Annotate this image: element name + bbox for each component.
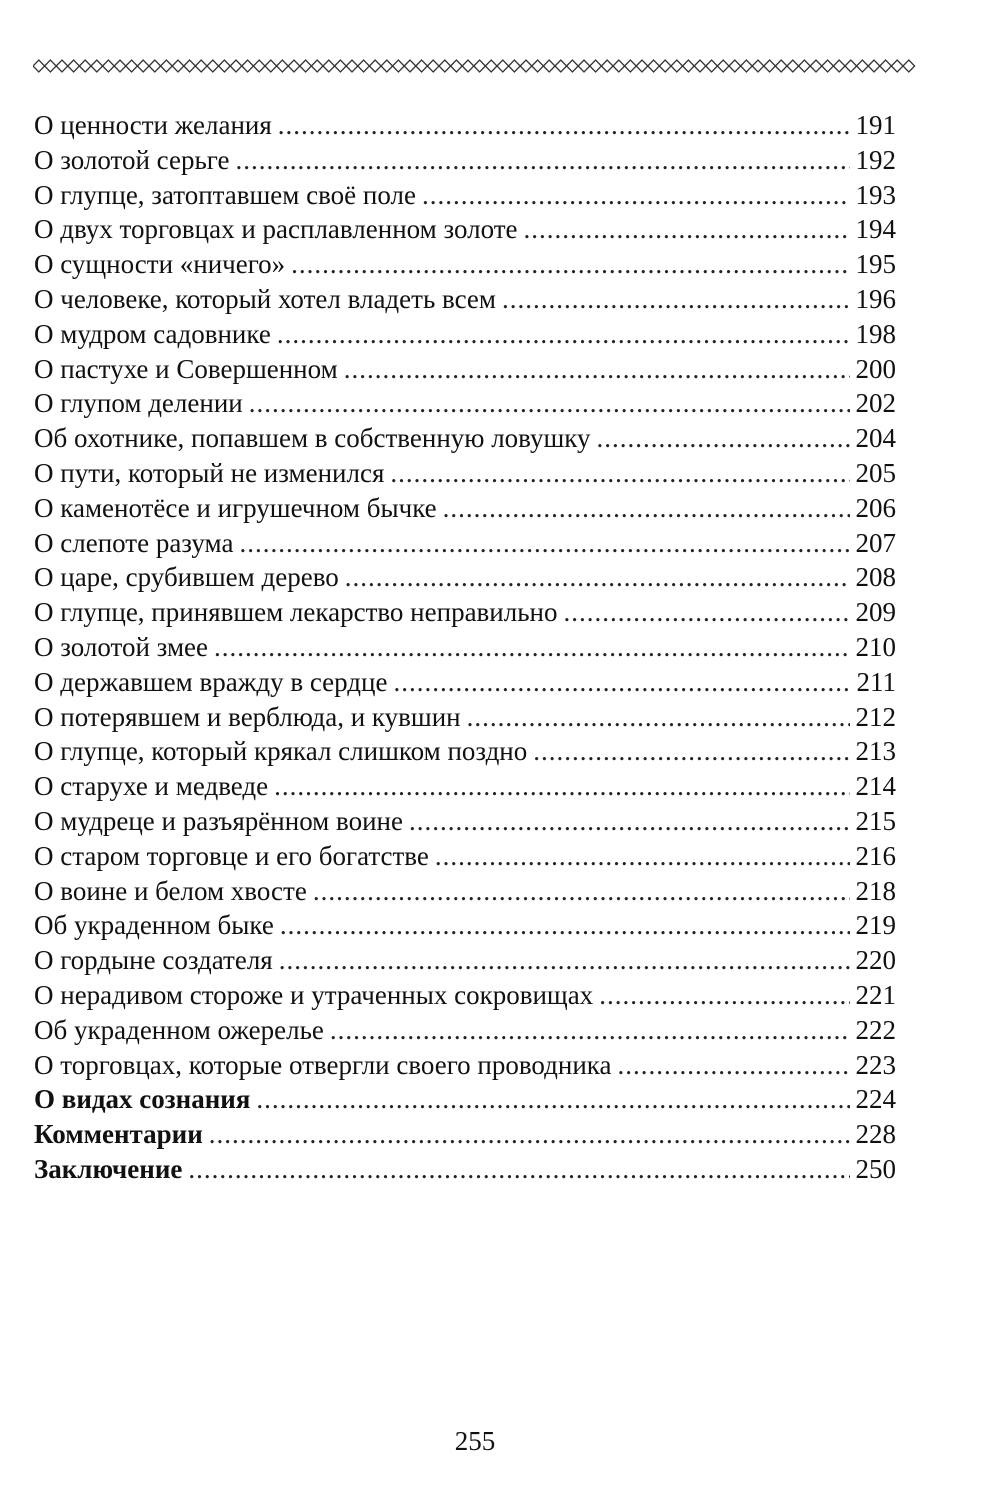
toc-entry [34,595,896,630]
ornament-diamond [787,60,799,72]
ornament-diamond [172,60,184,72]
toc-entry-title: О старом торговце и его богатстве [34,840,429,871]
ornament-diamond [126,60,138,72]
toc-dot-leader [344,352,850,387]
toc-dot-leader [274,769,849,804]
ornament-diamond [578,60,590,72]
toc-dot-leader [249,386,850,421]
table-of-contents [34,108,896,1187]
ornament-diamond [706,60,718,72]
ornament-diamond [451,60,463,72]
toc-entry-title: О воине и белом хвосте [34,875,307,906]
toc-dot-leader [280,908,850,943]
toc-entry-page: 210 [855,631,896,662]
toc-entry-page: 209 [855,597,896,628]
toc-entry [34,769,896,804]
ornament-diamond [416,60,428,72]
ornament-diamond [288,60,300,72]
toc-dot-leader [313,874,850,909]
ornament-diamond [358,60,370,72]
toc-entry [34,1013,896,1048]
toc-entry [34,526,896,561]
toc-entry-title: О золотой змее [34,631,208,662]
toc-entry [34,386,896,421]
ornament-diamond [474,60,486,72]
ornament-diamond [462,60,474,72]
ornament-diamond [219,60,231,72]
ornament-diamond [184,60,196,72]
ornament-diamond [810,60,822,72]
toc-dot-leader [277,317,850,352]
toc-entry-title: О ценности желания [34,110,272,140]
toc-dot-leader [256,1082,849,1117]
ornament-diamond [230,60,242,72]
ornament-diamond [207,60,219,72]
toc-entry-title: О торговцах, которые отвергли своего проводника [34,1049,612,1080]
toc-entry-page: 224 [855,1084,896,1115]
ornament-diamond [555,60,567,72]
toc-entry-title: О слепоте разума [34,527,234,558]
toc-dot-leader [291,247,849,282]
ornament-diamond [79,60,91,72]
toc-dot-leader [617,1048,849,1083]
toc-entry-page: 204 [855,423,896,454]
toc-entry [34,630,896,665]
toc-dot-leader [599,978,849,1013]
toc-dot-leader [209,1117,850,1152]
ornament-diamond [427,60,439,72]
ornament-diamond [300,60,312,72]
toc-entry-page: 219 [855,910,896,941]
toc-entry-title: О нерадивом стороже и утраченных сокровищах [34,979,594,1010]
toc-dot-leader [214,630,850,665]
toc-entry-title: О гордыне создателя [34,945,273,976]
toc-entry-page: 194 [855,214,896,245]
toc-entry [34,839,896,874]
toc-entry-page: 208 [855,562,896,593]
ornament-diamond [242,60,254,72]
toc-dot-leader [409,804,850,839]
toc-entry-title: О золотой серьге [34,144,230,175]
toc-dot-leader [330,1013,850,1048]
ornament-diamond [114,60,126,72]
ornament-diamond [764,60,776,72]
toc-entry-page: 193 [855,179,896,210]
ornament-diamond [393,60,405,72]
ornament-diamond [601,60,613,72]
ornament-diamond [68,60,80,72]
toc-dot-leader [502,282,850,317]
toc-entry-title: О старухе и медведе [34,771,269,802]
ornament-diamond [845,60,857,72]
toc-entry-page: 198 [855,318,896,349]
toc-entry [34,908,896,943]
toc-entry [34,178,896,213]
toc-entry-page: 250 [855,1153,896,1184]
toc-entry [34,804,896,839]
toc-entry-page: 212 [855,701,896,732]
toc-entry-page: 202 [855,388,896,419]
ornament-diamond [567,60,579,72]
ornament-diamond [729,60,741,72]
toc-entry-page: 215 [855,805,896,836]
toc-entry-title: О царе, срубившем дерево [34,562,339,593]
toc-entry-page: 205 [855,457,896,488]
toc-entry-title: Заключение [34,1153,183,1184]
toc-dot-leader [533,734,849,769]
toc-entry-page: 218 [855,875,896,906]
toc-dot-leader [188,1152,849,1187]
toc-entry-title: О мудреце и разъярённом воине [34,805,403,836]
toc-entry-page: 216 [855,840,896,871]
ornament-diamond [439,60,451,72]
toc-entry-page: 221 [855,979,896,1010]
ornament-diamond [45,60,57,72]
toc-dot-leader [235,143,849,178]
toc-entry-title: О глупце, который крякал слишком поздно [34,736,528,767]
toc-entry-page: 213 [855,736,896,767]
toc-entry-title: О каменотёсе и игрушечном бычке [34,492,437,523]
toc-entry-page: 214 [855,771,896,802]
toc-entry [34,143,896,178]
toc-dot-leader [443,491,850,526]
toc-entry-title: О сущности «ничего» [34,249,286,280]
toc-entry-title: О глупом делении [34,388,243,419]
toc-entry [34,943,896,978]
toc-entry [34,247,896,282]
ornament-diamond [799,60,811,72]
ornament-border [33,58,919,74]
toc-entry-page: 195 [855,249,896,280]
ornament-diamond [335,60,347,72]
toc-entry [34,1117,896,1152]
toc-entry [34,700,896,735]
ornament-diamond [636,60,648,72]
ornament-diamond [543,60,555,72]
ornament-diamond [33,60,45,72]
ornament-diamond [509,60,521,72]
ornament-diamond [683,60,695,72]
ornament-diamond [625,60,637,72]
ornament-diamond [195,60,207,72]
toc-dot-leader [597,421,850,456]
ornament-diamond [520,60,532,72]
toc-entry-page: 191 [855,110,896,140]
ornament-diamond [857,60,869,72]
toc-entry [34,874,896,909]
ornament-diamond [833,60,845,72]
ornament-diamond [485,60,497,72]
toc-dot-leader [279,943,850,978]
ornament-diamond [694,60,706,72]
ornament-diamond [891,60,903,72]
ornament-diamond [648,60,660,72]
ornament-diamond [381,60,393,72]
toc-entry [34,282,896,317]
toc-entry-page: 228 [855,1119,896,1150]
toc-entry-page: 200 [855,353,896,384]
toc-entry [34,491,896,526]
toc-entry-page: 207 [855,527,896,558]
toc-dot-leader [345,560,850,595]
toc-entry-page: 223 [855,1049,896,1080]
ornament-diamond [346,60,358,72]
toc-entry-title: О пути, который не изменился [34,457,385,488]
ornament-diamond [149,60,161,72]
toc-entry-title: О глупце, принявшем лекарство неправильно [34,597,558,628]
ornament-diamond [671,60,683,72]
toc-dot-leader [390,456,849,491]
toc-entry [34,1152,896,1187]
ornament-diamond [822,60,834,72]
toc-dot-leader [278,108,850,143]
toc-entry-title: Об охотнике, попавшем в собственную ловушку [34,423,591,454]
toc-entry [34,352,896,387]
toc-dot-leader [422,178,850,213]
toc-entry [34,1048,896,1083]
ornament-diamond [137,60,149,72]
ornament-diamond [404,60,416,72]
toc-entry-title: О мудром садовнике [34,318,271,349]
toc-entry-page: 192 [855,144,896,175]
toc-entry [34,665,896,700]
toc-entry-title: Об украденном ожерелье [34,1014,324,1045]
toc-dot-leader [524,212,850,247]
toc-entry-page: 222 [855,1014,896,1045]
toc-dot-leader [467,700,850,735]
toc-entry-page: 211 [856,666,896,697]
toc-entry [34,734,896,769]
toc-entry-title: О потерявшем и верблюда, и кувшин [34,701,461,732]
ornament-diamond [253,60,265,72]
toc-entry [34,212,896,247]
toc-dot-leader [239,526,849,561]
toc-entry-title: О пастухе и Совершенном [34,353,338,384]
toc-entry-page: 220 [855,945,896,976]
toc-entry [34,1082,896,1117]
ornament-diamond [590,60,602,72]
toc-entry-page: 206 [855,492,896,523]
toc-entry [34,978,896,1013]
toc-dot-leader [393,665,850,700]
toc-entry [34,456,896,491]
ornament-diamond [532,60,544,72]
toc-dot-leader [435,839,850,874]
ornament-diamond [880,60,892,72]
ornament-diamond [775,60,787,72]
toc-entry [34,560,896,595]
ornament-diamond [497,60,509,72]
ornament-diamond [717,60,729,72]
toc-entry-title: Комментарии [34,1119,203,1150]
toc-entry-page: 196 [855,283,896,314]
ornament-diamond [369,60,381,72]
page-number: 255 [454,1426,496,1456]
ornament-diamond [613,60,625,72]
ornament-diamond [56,60,68,72]
ornament-diamond [741,60,753,72]
toc-entry-title: О видах сознания [34,1084,251,1115]
toc-entry-title: О глупце, затоптавшем своё поле [34,179,416,210]
toc-dot-leader [563,595,849,630]
ornament-diamond [277,60,289,72]
ornament-diamond [903,60,915,72]
toc-entry [34,421,896,456]
ornament-diamond [752,60,764,72]
ornament-diamond [659,60,671,72]
ornament-diamond [265,60,277,72]
toc-entry [34,108,896,143]
ornament-diamond [311,60,323,72]
ornament-diamond [103,60,115,72]
toc-entry-title: О двух торговцах и расплавленном золоте [34,214,518,245]
ornament-diamond [161,60,173,72]
toc-entry-title: Об украденном быке [34,910,274,941]
toc-entry-title: О человеке, который хотел владеть всем [34,283,496,314]
ornament-diamond [91,60,103,72]
toc-entry-title: О державшем вражду в сердце [34,666,388,697]
toc-entry [34,317,896,352]
ornament-diamond [868,60,880,72]
ornament-diamond [323,60,335,72]
